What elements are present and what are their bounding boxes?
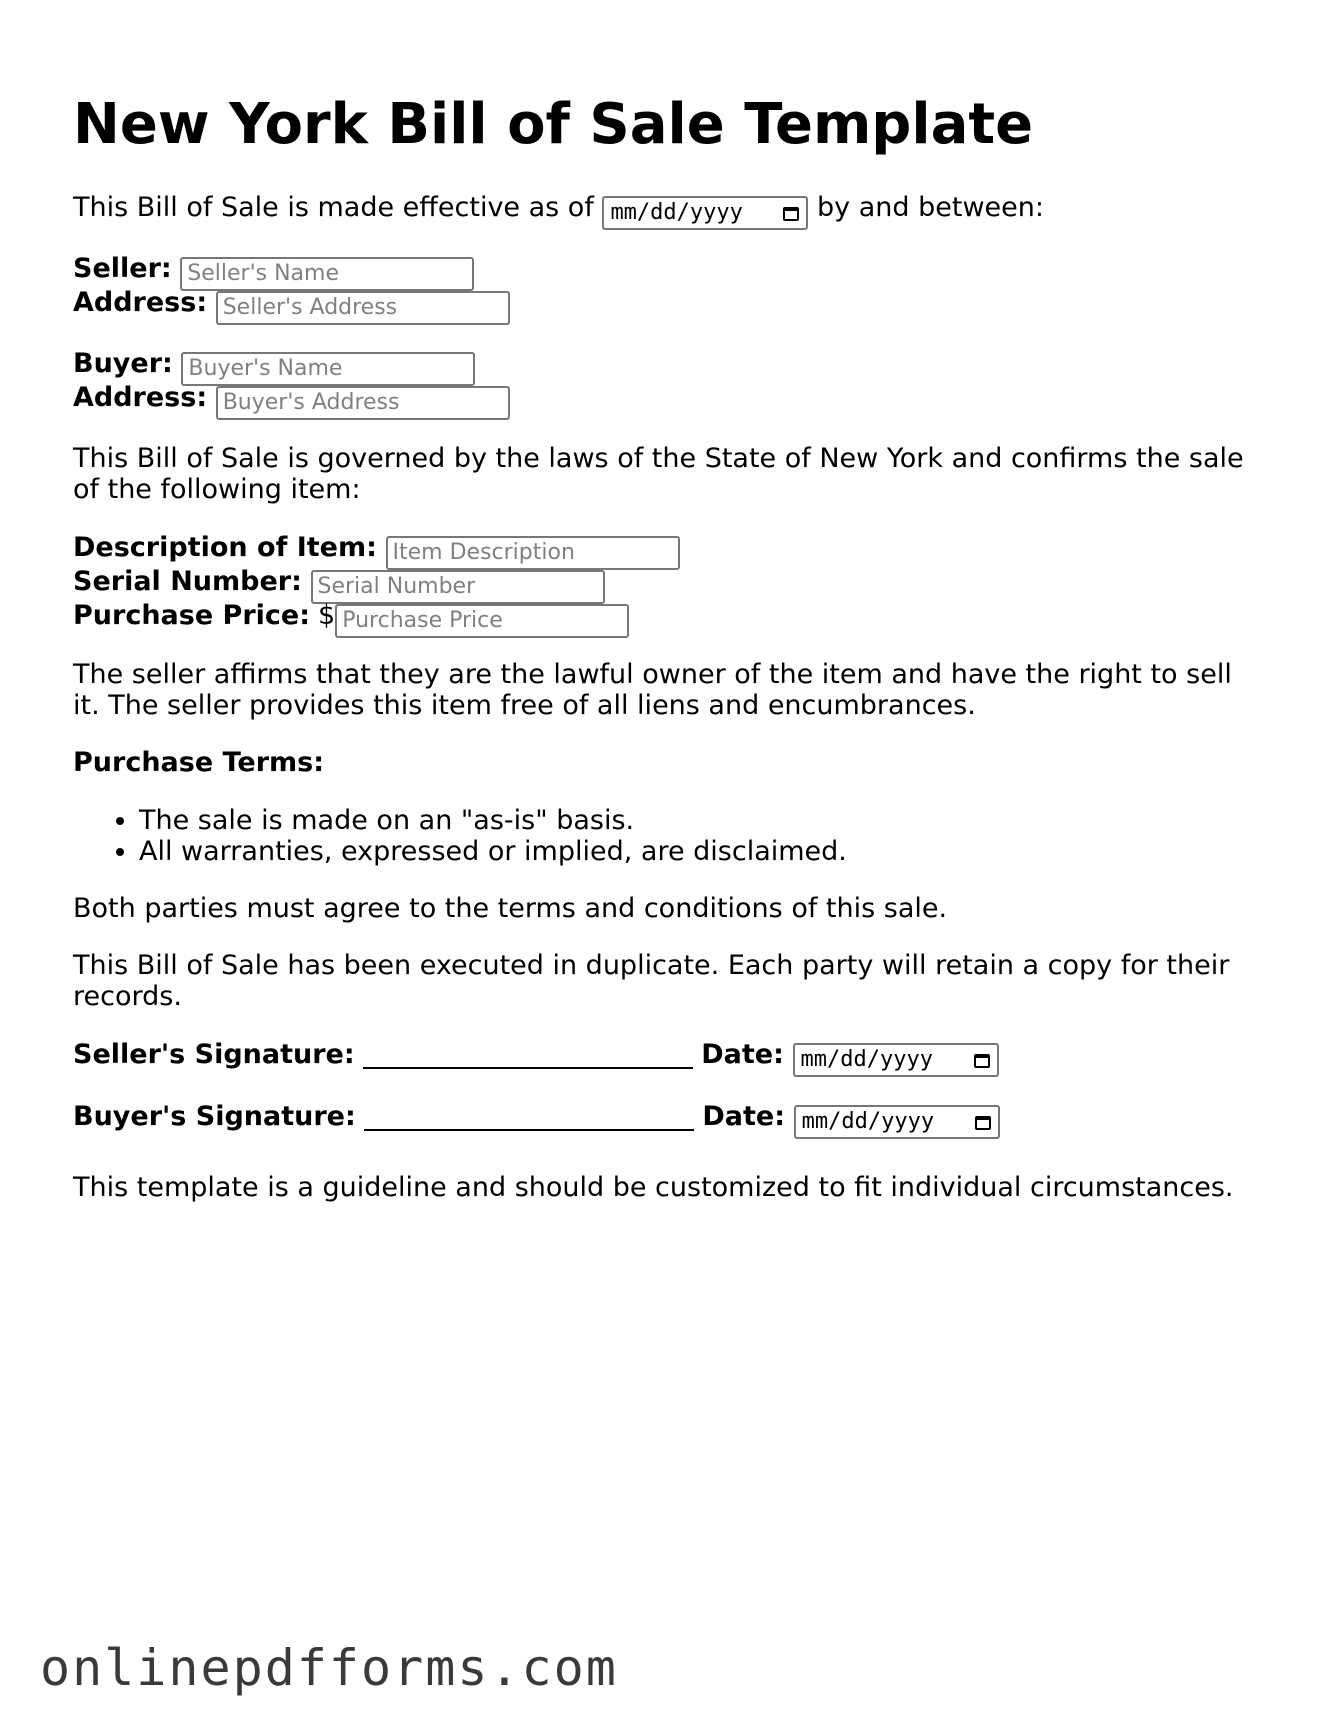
seller-address-label: Address: — [73, 287, 208, 318]
buyer-label: Buyer: — [73, 348, 173, 379]
currency-symbol: $ — [318, 600, 336, 631]
effective-suffix: by and between: — [817, 192, 1044, 223]
seller-name-input[interactable] — [180, 257, 474, 291]
seller-date-input[interactable] — [793, 1043, 999, 1077]
effective-prefix: This Bill of Sale is made effective as of — [73, 192, 594, 223]
buyer-date-label: Date: — [702, 1101, 786, 1132]
buyer-date-input[interactable] — [794, 1105, 1000, 1139]
calendar-icon[interactable] — [975, 1116, 991, 1130]
governing-paragraph: This Bill of Sale is governed by the laws of the State of New York and confirms the sale of the following item: — [73, 443, 1244, 505]
serial-number-label: Serial Number: — [73, 566, 302, 597]
watermark: onlinepdfforms.com — [40, 1639, 618, 1697]
buyer-signature-line[interactable] — [364, 1103, 694, 1131]
seller-date-label: Date: — [701, 1039, 784, 1070]
page-title: New York Bill of Sale Template — [73, 92, 1034, 157]
item-description-row — [73, 532, 680, 570]
effective-date-placeholder: mm/dd/yyyy — [610, 200, 743, 225]
footer-note: This template is a guideline and should be customized to fit individual circumstances. — [73, 1172, 1234, 1203]
seller-signature-label: Seller's Signature: — [73, 1039, 355, 1070]
item-description-label: Description of Item: — [73, 532, 377, 563]
calendar-icon[interactable] — [974, 1054, 990, 1068]
duplicate-paragraph: This Bill of Sale has been executed in duplicate. Each party will retain a copy for their records. — [73, 950, 1230, 1012]
purchase-terms-heading: Purchase Terms: — [73, 747, 325, 778]
seller-name-row — [73, 253, 474, 291]
affirmation-paragraph: The seller affirms that they are the lawful owner of the item and have the right to sell it. The seller provides this item free of all liens and encumbrances. — [73, 659, 1232, 721]
buyer-name-row — [73, 348, 475, 386]
buyer-signature-label: Buyer's Signature: — [73, 1101, 356, 1132]
seller-signature-row — [73, 1039, 999, 1077]
purchase-price-row — [73, 600, 629, 638]
seller-date-placeholder: mm/dd/yyyy — [800, 1047, 933, 1072]
buyer-address-input[interactable] — [216, 386, 510, 420]
seller-address-input[interactable] — [216, 291, 510, 325]
buyer-address-row — [73, 382, 510, 420]
seller-label: Seller: — [73, 253, 172, 284]
effective-date-line — [73, 192, 1044, 230]
calendar-icon[interactable] — [783, 207, 799, 221]
purchase-price-label: Purchase Price: — [73, 600, 311, 631]
buyer-address-label: Address: — [73, 382, 208, 413]
buyer-name-input[interactable] — [181, 352, 475, 386]
purchase-terms-list — [73, 805, 847, 867]
seller-address-row — [73, 287, 510, 325]
list-item: • All warranties, expressed or implied, are disclaimed. — [139, 836, 847, 867]
seller-signature-line[interactable] — [363, 1041, 693, 1069]
serial-number-input[interactable] — [311, 570, 605, 604]
purchase-price-input[interactable] — [335, 604, 629, 638]
item-description-input[interactable] — [386, 536, 680, 570]
list-item: • The sale is made on an "as-is" basis. — [139, 805, 847, 836]
serial-number-row — [73, 566, 605, 604]
buyer-signature-row — [73, 1101, 1000, 1139]
buyer-date-placeholder: mm/dd/yyyy — [801, 1109, 935, 1134]
effective-date-input[interactable] — [602, 196, 808, 230]
agreement-paragraph: Both parties must agree to the terms and conditions of this sale. — [73, 893, 948, 924]
